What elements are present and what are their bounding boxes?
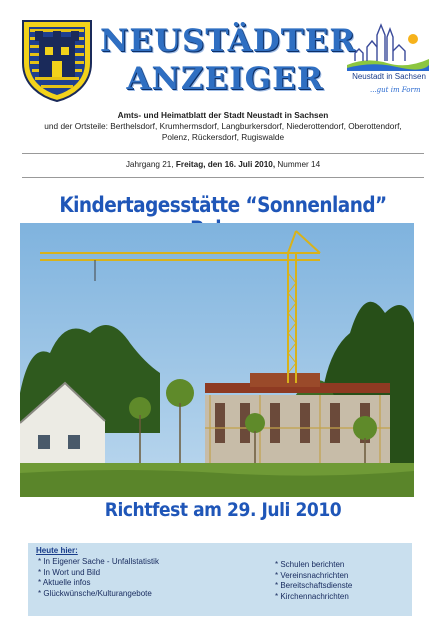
contents-right-list — [275, 560, 352, 602]
photo-caption: Richtfest am 29. Juli 2010 — [104, 499, 342, 521]
coat-of-arms-icon — [21, 19, 93, 103]
issue-volume: Jahrgang 21, — [125, 160, 174, 169]
subtitle — [10, 110, 436, 143]
masthead-title-line1: NEUSTÄDTER — [100, 23, 357, 59]
list-item: * Aktuelle infos — [38, 578, 91, 588]
list-item: * In Wort und Bild — [38, 567, 101, 577]
contents-left-list — [38, 557, 159, 599]
list-item: * Kirchennachrichten — [275, 591, 349, 601]
town-slogan: ...gut im Form — [370, 86, 421, 94]
divider — [22, 153, 424, 154]
list-item: * Schulen berichten — [275, 560, 345, 569]
town-name: Neustadt in Sachsen — [352, 72, 426, 81]
subtitle-line2: und der Ortsteile: Berthelsdorf, Krumhermsdorf, Langburkersdorf, Niederottendorf, Oberottendorf, — [44, 121, 402, 131]
list-item: * Bereitschaftsdienste — [275, 581, 353, 591]
list-item: * Glückwünsche/Kulturangebote — [38, 588, 152, 598]
issue-info — [10, 160, 436, 169]
masthead-title-line2: ANZEIGER — [126, 61, 324, 97]
headline: Kindertagesstätte “Sonnenland” — [59, 193, 387, 217]
subtitle-line1: Amts- und Heimatblatt der Stadt Neustadt in Sachsen — [117, 110, 329, 120]
divider — [22, 177, 424, 178]
list-item: * In Eigener Sache - Unfallstatistik — [38, 557, 159, 566]
contents-title: Heute hier: — [36, 546, 78, 555]
issue-date: Freitag, den 16. Juli 2010, — [175, 160, 276, 169]
masthead-title — [100, 22, 357, 98]
issue-number: Nummer 14 — [277, 160, 321, 169]
subtitle-line3: Polenz, Rückersdorf, Rugiswalde — [161, 132, 285, 142]
construction-site-crane-photo — [20, 223, 414, 497]
list-item: * Vereinsnachrichten — [275, 570, 349, 580]
